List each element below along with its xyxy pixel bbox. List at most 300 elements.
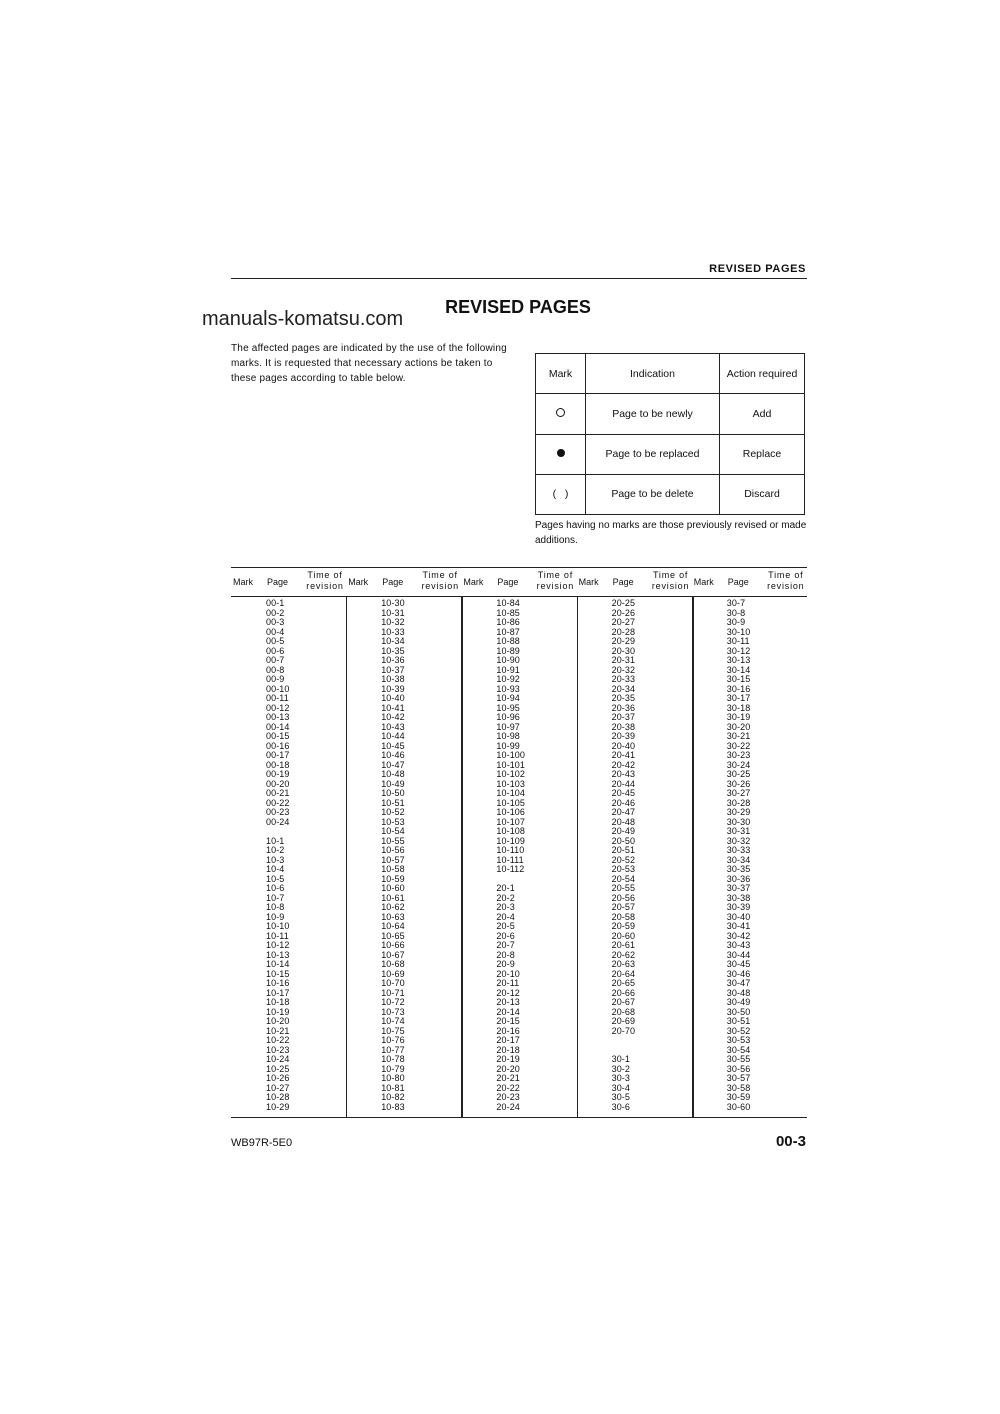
page-number: 20-60: [611, 930, 636, 941]
page-number: 20-12: [496, 987, 520, 998]
page-number: 20-56: [611, 892, 636, 903]
page-number-column: [381, 599, 405, 1112]
page-number: 10-4: [266, 864, 285, 874]
page-number: 30-18: [726, 702, 751, 713]
legend-row-discard: [536, 474, 805, 514]
list-column-header: [346, 567, 461, 596]
header-mark: Mark: [233, 577, 253, 587]
page-number: 20-4: [496, 911, 515, 922]
header-time-of-revision: [535, 570, 575, 592]
page-number: 20-65: [611, 978, 636, 988]
page-number: 30-21: [726, 731, 751, 741]
page-number: 30-28: [726, 797, 751, 808]
page-number: 10-80: [381, 1073, 405, 1083]
page-number: 10-105: [496, 797, 526, 808]
page-number: 10-92: [496, 674, 520, 684]
page-number: 30-20: [726, 721, 751, 732]
page-number: 20-35: [611, 693, 636, 703]
legend-header-action: Action required: [720, 354, 805, 394]
page-number: 10-51: [381, 797, 405, 808]
page-number: 30-47: [726, 978, 751, 988]
page-number: 10-71: [381, 987, 405, 998]
page-number: 10-14: [266, 959, 290, 969]
page-number: 20-34: [611, 683, 636, 694]
page-number: 10-33: [381, 626, 405, 637]
page-number: 00-13: [266, 712, 290, 722]
page-number: 10-101: [496, 759, 526, 770]
header-page: Page: [267, 577, 289, 587]
page-number: 20-38: [611, 721, 636, 732]
page-number: 20-25: [611, 598, 636, 608]
revised-pages-list: [231, 567, 807, 1118]
page-number: 10-56: [381, 845, 405, 855]
header-time-line1: Time of: [422, 570, 458, 580]
legend-mark-cell: [536, 394, 586, 434]
page-number: 30-34: [726, 854, 751, 865]
page-number: 20-46: [611, 797, 636, 808]
page-number: 30-44: [726, 949, 751, 960]
page-number: 10-45: [381, 740, 405, 751]
page-number: 30-40: [726, 911, 751, 922]
page-number: 30-23: [726, 750, 751, 760]
header-page: Page: [382, 577, 404, 587]
page-number: 10-5: [266, 873, 285, 884]
page-number: 10-46: [381, 750, 405, 760]
page-number: 30-43: [726, 940, 751, 950]
header-mark: Mark: [348, 577, 369, 587]
page-number: 00-11: [266, 693, 289, 703]
page-number: 00-10: [266, 683, 290, 694]
column-divider: [346, 596, 347, 1117]
page-number: 30-60: [726, 1101, 751, 1112]
page-number: 10-8: [266, 902, 285, 912]
page-number: 20-28: [611, 626, 636, 637]
page-number: 20-19: [496, 1054, 520, 1064]
legend-action: Add: [720, 394, 805, 434]
page-number: 10-78: [381, 1054, 405, 1064]
legend-action: Replace: [720, 434, 805, 474]
page-number: 30-2: [611, 1063, 631, 1074]
page-number: 10-48: [381, 769, 405, 779]
page-number: 20-6: [496, 930, 515, 941]
page-number: 10-13: [266, 949, 290, 960]
page-number: 10-66: [381, 940, 405, 950]
page-number: 10-25: [266, 1063, 290, 1074]
page-number: 00-18: [266, 759, 290, 770]
page-number: 10-95: [496, 702, 520, 713]
page-number: 10-84: [496, 598, 520, 608]
header-time-line1: Time of: [537, 570, 574, 580]
page-number: 20-23: [496, 1092, 520, 1102]
page-number: 10-96: [496, 712, 520, 722]
page-number: 10-58: [381, 864, 405, 874]
page-number: 20-13: [496, 997, 520, 1007]
page-number: 10-19: [266, 1006, 290, 1017]
page-number: 10-42: [381, 712, 405, 722]
page-number: 20-31: [611, 655, 636, 665]
legend-indication: Page to be newly: [586, 394, 720, 434]
page-number: 00-12: [266, 702, 290, 713]
header-time-line2: revision: [767, 581, 805, 591]
page-number: 20-47: [611, 807, 636, 817]
legend-header-indication: Indication: [586, 354, 720, 394]
page-number: 20-10: [496, 968, 520, 979]
page-number: 10-47: [381, 759, 405, 770]
page-number: 10-81: [381, 1082, 405, 1093]
page-number: 10-49: [381, 778, 405, 789]
watermark-text: manuals-komatsu.com: [202, 308, 404, 330]
page-number: 10-43: [381, 721, 405, 732]
page-number: 30-52: [726, 1025, 751, 1036]
intro-paragraph: The affected pages are indicated by the use of the following marks. It is requested that necessary actions be taken to these pages according to table below.: [231, 343, 507, 384]
page-number: 20-70: [611, 1025, 636, 1036]
page-number: 10-106: [496, 807, 526, 817]
page-number: 30-3: [611, 1073, 631, 1083]
page-number: 30-6: [611, 1101, 631, 1112]
page-number: 30-24: [726, 759, 751, 770]
header-time-line2: revision: [651, 581, 690, 591]
page-number: 30-50: [726, 1006, 751, 1017]
page-number: 10-55: [381, 835, 405, 846]
legend-row-add: [536, 394, 805, 434]
page-number: 00-6: [266, 645, 285, 656]
page-number: 20-49: [611, 826, 636, 836]
page-number: 10-37: [381, 664, 405, 675]
page-number: 30-29: [726, 807, 751, 817]
legend-note: Pages having no marks are those previously revised or made additions.: [535, 520, 807, 546]
page-number: 20-21: [496, 1073, 520, 1083]
page-number: 10-12: [266, 940, 290, 950]
page-number: 30-58: [726, 1082, 751, 1093]
page-number: 10-7: [266, 892, 285, 903]
page-number: 30-26: [726, 778, 751, 789]
page-number: 20-2: [496, 892, 515, 903]
page-number: 20-17: [496, 1035, 520, 1045]
page-number: 00-9: [266, 674, 285, 684]
header-page: Page: [727, 577, 749, 587]
page-number: 10-3: [266, 854, 285, 865]
page-number: 00-5: [266, 636, 285, 646]
page-number: 10-90: [496, 655, 520, 665]
page-number: 10-20: [266, 1016, 290, 1026]
page-number: 10-22: [266, 1035, 290, 1045]
page-number: 10-40: [381, 693, 405, 703]
page-number: 20-33: [611, 674, 636, 684]
page-number: 20-62: [611, 949, 636, 960]
page-number: 10-34: [381, 636, 405, 646]
header-time-line1: Time of: [307, 570, 343, 580]
page-number: 10-16: [266, 978, 290, 988]
page-number: 20-14: [496, 1006, 520, 1017]
page-number: 20-58: [611, 911, 636, 922]
page-number-column: [727, 599, 751, 1112]
page-number: 20-51: [611, 845, 636, 855]
list-header-rule: [231, 596, 807, 597]
page-number: 30-53: [726, 1035, 751, 1045]
list-column-header: [461, 567, 576, 596]
page-number: 30-49: [726, 997, 751, 1007]
page-number: 20-48: [611, 816, 636, 827]
page-number: 10-110: [496, 845, 525, 855]
header-time-line1: Time of: [652, 570, 689, 580]
page-number: 30-13: [726, 655, 751, 665]
page-number: 00-14: [266, 721, 290, 732]
page-number: 00-19: [266, 769, 290, 779]
list-bottom-rule: [231, 1117, 807, 1118]
page-number: 30-35: [726, 864, 751, 874]
page-number: 10-18: [266, 997, 290, 1007]
page-number: 10-41: [381, 702, 405, 713]
page-number: 10-111: [496, 854, 524, 865]
page-number: 20-9: [496, 959, 515, 969]
page-number: 10-85: [496, 607, 520, 618]
header-time-of-revision: [766, 570, 806, 592]
page-number: 20-29: [611, 636, 636, 646]
page-number: 10-109: [496, 835, 526, 846]
page-number: 30-39: [726, 902, 751, 912]
page-number: 20-18: [496, 1044, 520, 1055]
page-number: 10-108: [496, 826, 526, 836]
page-number: 10-102: [496, 769, 526, 779]
header-mark: Mark: [578, 577, 599, 587]
page-number: 30-1: [611, 1054, 631, 1064]
page-number: 10-82: [381, 1092, 405, 1102]
page-number: 20-24: [496, 1101, 520, 1112]
legend-mark-cell: [536, 434, 586, 474]
page-number: 30-14: [726, 664, 751, 675]
page-number: 30-41: [726, 921, 751, 931]
page-number: 10-77: [381, 1044, 405, 1055]
page-number: 20-52: [611, 854, 636, 865]
page-number: 10-23: [266, 1044, 290, 1055]
page-number: 10-32: [381, 617, 405, 627]
page-number: 30-30: [726, 816, 751, 827]
legend-header-mark: Mark: [536, 354, 586, 394]
legend-table: [535, 353, 805, 515]
page-number: 10-75: [381, 1025, 405, 1036]
page-number: 20-55: [611, 883, 636, 893]
page-number: 00-1: [266, 598, 285, 608]
page-number: 00-20: [266, 778, 290, 789]
page-number: 10-53: [381, 816, 405, 827]
page-number: 10-62: [381, 902, 405, 912]
page-number: 20-53: [611, 864, 636, 874]
page-number: 00-17: [266, 750, 290, 760]
page-number: 10-10: [266, 921, 290, 931]
legend-header-row: [536, 354, 805, 394]
page-number: 10-9: [266, 911, 285, 922]
column-divider: [461, 596, 463, 1117]
page-number: 30-11: [726, 636, 750, 646]
page-number: 20-54: [611, 873, 636, 884]
page-number: 10-69: [381, 968, 405, 979]
page-number: 30-56: [726, 1063, 751, 1074]
page-number: 20-61: [611, 940, 636, 950]
page-number: 10-74: [381, 1016, 405, 1026]
page-number: 10-88: [496, 636, 520, 646]
page-number: 30-51: [726, 1016, 751, 1026]
page-number: 10-91: [496, 664, 520, 675]
page-number: 20-50: [611, 835, 636, 846]
page-number: 10-44: [381, 731, 405, 741]
footer-page-number: 00-3: [775, 1133, 806, 1150]
page-number: 30-17: [726, 693, 751, 703]
header-time-line1: Time of: [768, 570, 804, 580]
header-page: Page: [612, 577, 634, 587]
page-number: 10-2: [266, 845, 285, 855]
page-number: 10-65: [381, 930, 405, 941]
list-column-header: [231, 567, 346, 596]
page-number: 30-33: [726, 845, 751, 855]
page-number: 20-67: [611, 997, 636, 1007]
page-number: 10-24: [266, 1054, 290, 1064]
page-number: 10-103: [496, 778, 526, 789]
page-number: 20-63: [611, 959, 636, 969]
page-number: 20-16: [496, 1025, 520, 1036]
page-number: 20-32: [611, 664, 636, 675]
page-number: 30-54: [726, 1044, 751, 1055]
page-number: 30-46: [726, 968, 751, 979]
header-rule: [231, 278, 807, 279]
page-number: 20-5: [496, 921, 515, 931]
page-number: 10-27: [266, 1082, 290, 1093]
page-number: 10-15: [266, 968, 290, 979]
page-number-column: [266, 599, 290, 1112]
header-time-of-revision: [420, 570, 460, 592]
page-number: 10-57: [381, 854, 405, 865]
header-time-line2: revision: [421, 581, 459, 591]
page-number: 10-52: [381, 807, 405, 817]
header-title: REVISED PAGES: [709, 263, 806, 275]
page-number: 10-86: [496, 617, 520, 627]
page-title: REVISED PAGES: [445, 297, 591, 317]
footer-model: WB97R-5E0: [231, 1137, 293, 1149]
page-number: 10-72: [381, 997, 405, 1007]
page-number: 30-59: [726, 1092, 751, 1102]
page-number: 30-31: [726, 826, 751, 836]
page-number: 10-1: [266, 835, 285, 846]
header-time-of-revision: [305, 570, 345, 592]
page-number: 20-44: [611, 778, 636, 789]
header-page: Page: [497, 577, 519, 587]
page-number: 20-41: [611, 750, 636, 760]
page-number: 10-63: [381, 911, 405, 922]
page-number: 20-3: [496, 902, 515, 912]
page-number: 10-97: [496, 721, 520, 732]
page-number: 30-7: [726, 598, 746, 608]
legend-indication: Page to be replaced: [586, 434, 720, 474]
page-number: [612, 1036, 636, 1046]
page-number: 00-4: [266, 626, 285, 637]
page-number: 20-40: [611, 740, 636, 751]
page-number: 10-93: [496, 683, 520, 694]
header-mark: Mark: [463, 577, 484, 587]
page-number: 20-39: [611, 731, 636, 741]
header-time-line2: revision: [536, 581, 575, 591]
header-time-line2: revision: [306, 581, 344, 591]
page-number: 20-30: [611, 645, 636, 656]
page-number: 00-23: [266, 807, 290, 817]
column-divider: [577, 596, 578, 1117]
page-number: 30-22: [726, 740, 751, 751]
open-circle-icon: [556, 408, 565, 417]
page-number: 10-17: [266, 987, 290, 998]
page-number: 10-67: [381, 949, 405, 960]
page-number: 30-38: [726, 892, 751, 903]
page-number: 20-37: [611, 712, 636, 722]
page-number: 00-24: [266, 816, 290, 827]
page-number: 10-31: [381, 607, 405, 618]
page-number: 10-79: [381, 1063, 405, 1074]
page-number: 00-3: [266, 617, 285, 627]
page-number: 10-73: [381, 1006, 405, 1017]
page-number: 20-57: [611, 902, 636, 912]
page-number: 10-100: [496, 750, 526, 760]
page-number: 10-83: [381, 1101, 405, 1112]
page-number: 30-8: [726, 607, 746, 618]
legend-indication: Page to be delete: [586, 474, 720, 514]
page-number: 10-50: [381, 788, 405, 798]
page-number: 10-30: [381, 598, 405, 608]
page-number: 20-22: [496, 1082, 520, 1093]
page-number: 10-98: [496, 731, 520, 741]
page-number: 20-45: [611, 788, 636, 798]
page-number: 00-22: [266, 797, 290, 808]
page-number: 00-7: [266, 655, 285, 665]
page-number-column: [612, 599, 636, 1112]
page-number: 20-11: [496, 978, 520, 988]
page-number: 20-68: [611, 1006, 636, 1017]
page-number: 10-21: [266, 1025, 290, 1036]
page-number: 10-11: [266, 930, 289, 941]
page-number: 30-9: [726, 617, 746, 627]
page-number: 30-55: [726, 1054, 751, 1064]
page-number: 20-27: [611, 617, 636, 627]
page-number: 00-15: [266, 731, 290, 741]
page-number: 00-16: [266, 740, 290, 751]
page-number: 30-10: [726, 626, 751, 637]
page-number: 20-8: [496, 949, 515, 960]
page-number: 00-2: [266, 607, 285, 618]
page-number: 10-61: [381, 892, 405, 903]
page-number: 20-42: [611, 759, 636, 770]
page-number: 30-25: [726, 769, 751, 779]
filled-circle-icon: [557, 449, 565, 457]
page-number: 00-21: [266, 788, 290, 798]
legend-action: Discard: [720, 474, 805, 514]
page-number: 20-26: [611, 607, 636, 618]
page-number: 20-36: [611, 702, 636, 713]
list-column-header: [577, 567, 692, 596]
page-number-column: [496, 599, 525, 1112]
page-number: 20-15: [496, 1016, 520, 1026]
page-number: 10-26: [266, 1073, 290, 1083]
column-divider: [692, 596, 694, 1117]
page-number: 30-45: [726, 959, 751, 969]
page-number: 00-8: [266, 664, 285, 675]
page-number: 10-60: [381, 883, 405, 893]
legend-mark-parentheses: ( ): [536, 474, 586, 514]
page-number: 30-5: [611, 1092, 631, 1102]
page-number: 30-27: [726, 788, 751, 798]
page-number: 30-37: [726, 883, 751, 893]
page-number: 30-19: [726, 712, 751, 722]
page-number: 20-69: [611, 1016, 636, 1026]
page-number: 20-66: [611, 987, 636, 998]
page-number: 10-76: [381, 1035, 405, 1045]
page-number: 30-16: [726, 683, 751, 694]
page-number: 10-68: [381, 959, 405, 969]
